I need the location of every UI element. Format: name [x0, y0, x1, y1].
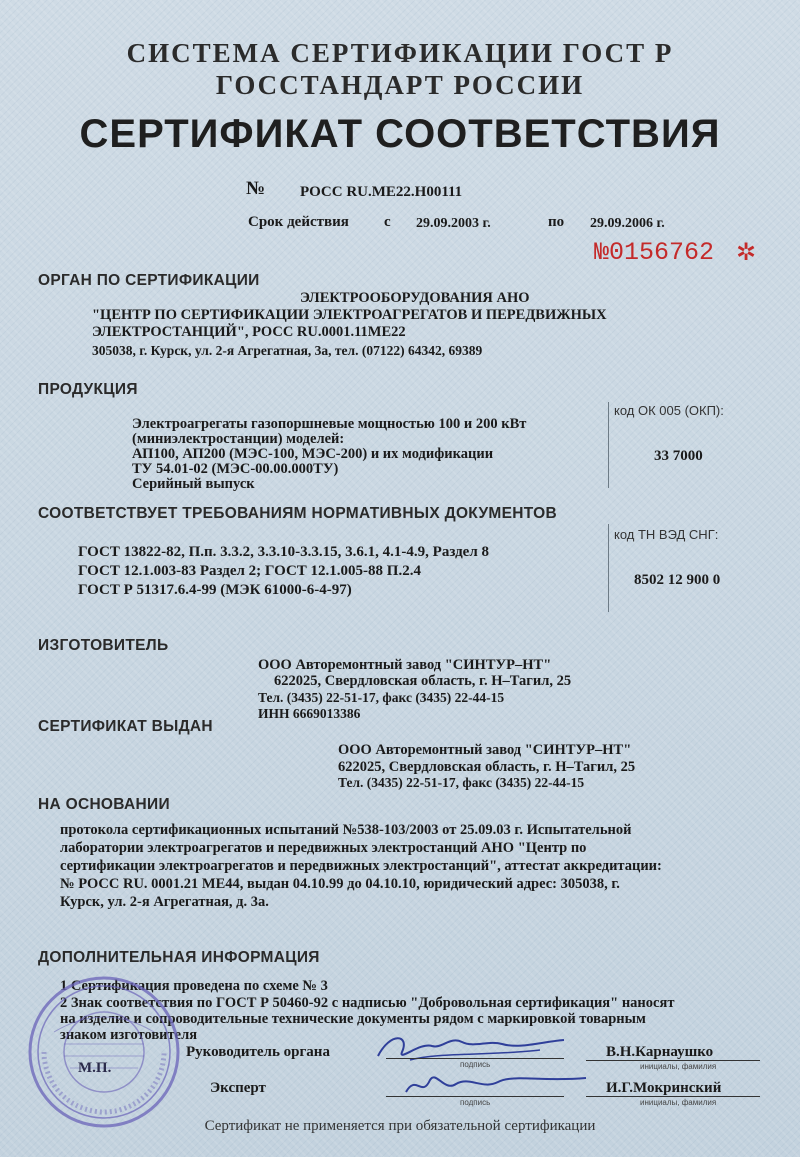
number-label: № — [246, 178, 266, 199]
expert-sign-line — [386, 1096, 564, 1097]
okp-code-label: код ОК 005 (ОКП): — [614, 403, 724, 418]
head-name-caption: инициалы, фамилия — [640, 1062, 717, 1071]
additional-line-2: 2 Знак соответствия по ГОСТ Р 50460-92 с надписью "Добровольная сертификация" наносят — [60, 995, 675, 1011]
compliance-heading: СООТВЕТСТВУЕТ ТРЕБОВАНИЯМ НОРМАТИВНЫХ ДОКУМЕНТОВ — [38, 505, 557, 522]
certificate-number: РОСС RU.МЕ22.Н00111 — [300, 184, 463, 200]
norm-doc-3: ГОСТ Р 51317.6.4-99 (МЭК 61000-6-4-97) — [78, 582, 352, 598]
seal-label: М.П. — [78, 1060, 112, 1076]
okp-code: 33 7000 — [654, 448, 703, 464]
issued-name: ООО Авторемонтный завод "СИНТУР–НТ" — [338, 742, 632, 758]
basis-line-5: Курск, ул. 2-я Агрегатная, д. 3а. — [60, 894, 269, 910]
basis-heading: НА ОСНОВАНИИ — [38, 796, 170, 813]
manufacturer-address: 622025, Свердловская область, г. Н–Тагил, 25 — [274, 673, 572, 689]
validity-label: Срок действия — [248, 214, 349, 230]
organ-line-1: ЭЛЕКТРООБОРУДОВАНИЯ АНО — [300, 290, 530, 306]
organ-heading: ОРГАН ПО СЕРТИФИКАЦИИ — [38, 272, 260, 289]
product-line-1: Электроагрегаты газопоршневые мощностью 100 и 200 кВт — [132, 416, 527, 432]
manufacturer-phone: Тел. (3435) 22-51-17, факс (3435) 22-44-15 — [258, 690, 505, 705]
basis-line-1: протокола сертификационных испытаний №538-103/2003 от 25.09.03 г. Испытательной — [60, 822, 632, 838]
tnved-code: 8502 12 900 0 — [634, 572, 721, 588]
additional-line-4: знаком изготовителя — [60, 1027, 198, 1043]
validity-to-label: по — [548, 214, 565, 230]
tnved-code-box — [608, 524, 609, 612]
basis-line-4: № РОСС RU. 0001.21 МЕ44, выдан 04.10.99 до 04.10.10, юридический адрес: 305038, г. — [60, 876, 620, 892]
expert-name: И.Г.Мокринский — [606, 1080, 722, 1096]
validity-from-date: 29.09.2003 г. — [416, 216, 491, 231]
organ-seal-stamp — [24, 972, 184, 1132]
gosstandart-title: ГОССТАНДАРТ РОССИИ — [215, 70, 585, 100]
expert-name-line — [586, 1096, 760, 1097]
head-sign-line — [386, 1058, 564, 1059]
issued-heading: СЕРТИФИКАТ ВЫДАН — [38, 718, 213, 735]
product-line-5: Серийный выпуск — [132, 476, 255, 492]
organ-line-3: ЭЛЕКТРОСТАНЦИЙ", РОСС RU.0001.11МЕ22 — [92, 324, 406, 340]
certificate-title: СЕРТИФИКАТ СООТВЕТСТВИЯ — [79, 112, 721, 156]
organ-address: 305038, г. Курск, ул. 2-я Агрегатная, 3а, тел. (07122) 64342, 69389 — [92, 343, 483, 358]
organ-line-2: "ЦЕНТР ПО СЕРТИФИКАЦИИ ЭЛЕКТРОАГРЕГАТОВ И ПЕРЕДВИЖНЫХ — [92, 307, 607, 323]
head-name: В.Н.Карнаушко — [606, 1044, 714, 1060]
expert-name-caption: инициалы, фамилия — [640, 1098, 717, 1107]
basis-line-2: лаборатории электроагрегатов и передвижных электростанций АНО "Центр по — [60, 840, 587, 856]
head-sign-caption: подпись — [460, 1060, 491, 1069]
manufacturer-name: ООО Авторемонтный завод "СИНТУР–НТ" — [258, 657, 552, 673]
additional-line-1: 1 Сертификация проведена по схеме № 3 — [60, 978, 328, 994]
product-heading: ПРОДУКЦИЯ — [38, 381, 138, 398]
expert-signature — [400, 1062, 590, 1106]
serial-mark-icon: ✲ — [736, 240, 757, 266]
manufacturer-inn: ИНН 6669013386 — [258, 706, 361, 721]
head-label: Руководитель органа — [186, 1044, 330, 1060]
manufacturer-heading: ИЗГОТОВИТЕЛЬ — [38, 637, 169, 654]
head-name-line — [586, 1060, 760, 1061]
norm-doc-2: ГОСТ 12.1.003-83 Раздел 2; ГОСТ 12.1.005-88 П.2.4 — [78, 563, 421, 579]
expert-label: Эксперт — [210, 1080, 266, 1096]
issued-phone: Тел. (3435) 22-51-17, факс (3435) 22-44-15 — [338, 775, 585, 790]
tnved-code-label: код ТН ВЭД СНГ: — [614, 527, 719, 542]
system-title: СИСТЕМА СЕРТИФИКАЦИИ ГОСТ Р — [126, 38, 674, 68]
issued-address: 622025, Свердловская область, г. Н–Тагил, 25 — [338, 759, 636, 775]
basis-line-3: сертификации электроагрегатов и передвижных электростанций", аттестат аккредитации: — [60, 858, 662, 874]
validity-to-date: 29.09.2006 г. — [590, 216, 665, 231]
serial-number: №0156762 — [594, 238, 715, 267]
product-line-4: ТУ 54.01-02 (МЭС-00.00.000ТУ) — [132, 461, 339, 477]
validity-from-label: с — [384, 214, 391, 230]
norm-doc-1: ГОСТ 13822-82, П.п. 3.3.2, 3.3.10-3.3.15, 3.6.1, 4.1-4.9, Раздел 8 — [78, 544, 489, 560]
okp-code-box — [608, 402, 609, 488]
product-line-3: АП100, АП200 (МЭС-100, МЭС-200) и их модификации — [132, 446, 494, 462]
additional-line-3: на изделие и сопроводительные технические документы рядом с маркировкой товарным — [60, 1011, 646, 1027]
additional-heading: ДОПОЛНИТЕЛЬНАЯ ИНФОРМАЦИЯ — [38, 949, 320, 966]
product-line-2: (миниэлектростанции) моделей: — [132, 431, 345, 447]
expert-sign-caption: подпись — [460, 1098, 491, 1107]
footer-note: Сертификат не применяется при обязательной сертификации — [204, 1118, 596, 1134]
